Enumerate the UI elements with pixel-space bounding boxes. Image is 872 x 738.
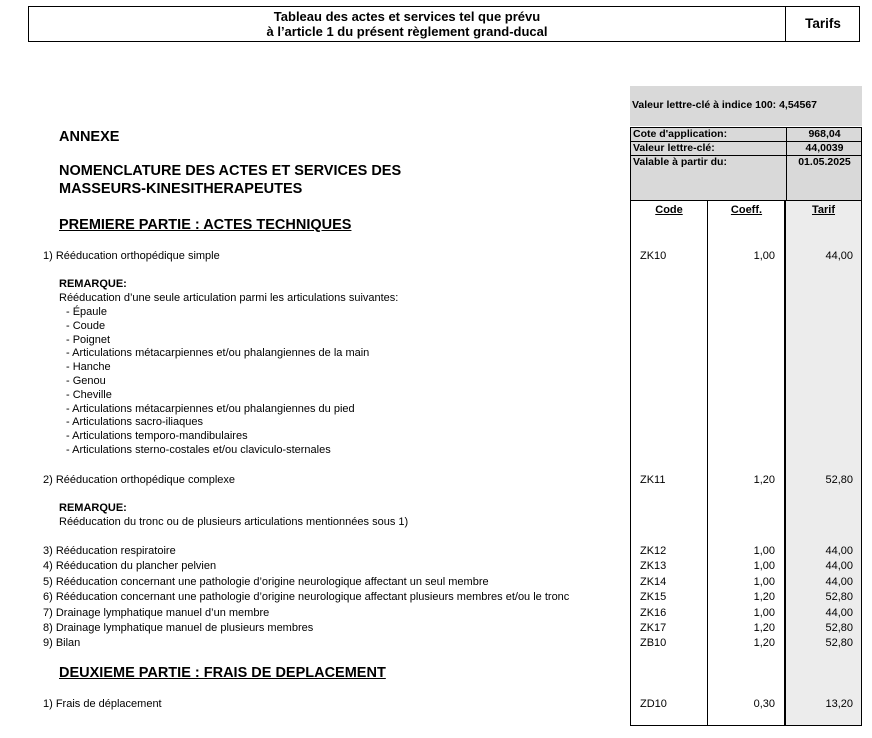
list-item: - Genou [66,374,106,387]
valeur-row [630,141,862,155]
act-tarif: 52,80 [825,591,853,604]
list-item: - Poignet [66,333,111,346]
frais-label: 1) Frais de déplacement [43,698,162,710]
table-header-box [28,6,860,42]
act-label: 7) Drainage lymphatique manuel d’un membre [43,606,270,619]
act-code: ZK16 [640,606,667,619]
act-coeff: 1,00 [753,545,775,557]
list-item: - Hanche [66,361,111,374]
remarque1-text: Rééducation d’une seule articulation parmi les articulations suivantes: [59,292,399,304]
frais-tarif: 13,20 [825,698,853,710]
list-item: - Cheville [66,388,112,401]
act-tarif: 52,80 [825,622,853,635]
act-label: 8) Drainage lymphatique manuel de plusieurs membres [43,622,314,635]
part1-title: PREMIERE PARTIE : ACTES TECHNIQUES [59,217,352,233]
annexe-title: ANNEXE [59,129,120,145]
act-tarif: 52,80 [825,637,853,650]
act-code: ZK13 [640,560,667,573]
list-item: - Coude [66,319,106,332]
valable-label: Valable à partir du: [633,156,727,168]
act-label: 9) Bilan [43,637,81,650]
act-label: 6) Rééducation concernant une pathologie d’origine neurologique affectant plusieurs membres et/ou le tronc [43,591,570,604]
act-coeff: 1,00 [753,606,775,619]
acts-3-9-tarifs [785,544,853,652]
frais-code: ZD10 [640,698,667,710]
nomenclature-line2: MASSEURS-KINESITHERAPEUTES [59,181,303,197]
act-label: 4) Rééducation du plancher pelvien [43,560,217,573]
act-code: ZK10 [640,250,667,262]
column-header-code: Code [655,204,683,216]
remarque2-text: Rééducation du tronc ou de plusieurs articulations mentionnées sous 1) [59,516,409,528]
list-item: - Articulations temporo-mandibulaires [66,430,248,443]
articulations-list [66,306,369,458]
valeur-value: 44,0039 [786,142,862,155]
act-coeff: 1,20 [753,591,775,604]
cote-row [630,127,862,141]
act-coeff: 1,20 [753,637,775,650]
column-header-tarif: Tarif [811,204,836,216]
frais-coeff: 0,30 [753,698,775,710]
act-coeff: 1,20 [753,622,775,635]
tarifs-heading: Tarifs [805,16,841,31]
act-coeff: 1,00 [753,560,775,573]
valable-value: 01.05.2025 [786,156,862,200]
act-label: 3) Rééducation respiratoire [43,545,176,557]
act-coeff: 1,00 [753,575,775,588]
table-title-line2: à l’article 1 du présent règlement grand-ducal [266,24,548,39]
list-item: - Articulations métacarpiennes et/ou phalangiennes du pied [66,402,355,415]
act-tarif: 44,00 [825,545,853,557]
act-tarif: 44,00 [825,606,853,619]
part2-title: DEUXIEME PARTIE : FRAIS DE DEPLACEMENT [59,665,386,681]
list-item: - Articulations sacro-iliaques [66,416,203,429]
column-header-coeff: Coeff. [730,204,763,216]
act-coeff: 1,00 [753,250,775,262]
cote-label: Cote d'application: [633,128,728,140]
act-code: ZK17 [640,622,667,635]
act-coeff: 1,20 [753,474,775,486]
nomenclature-line1: NOMENCLATURE DES ACTES ET SERVICES DES [59,163,402,179]
act-label: 5) Rééducation concernant une pathologie d’origine neurologique affectant un seul membre [43,575,489,588]
act-code: ZK12 [640,545,667,557]
act-label: 1) Rééducation orthopédique simple [43,250,220,262]
remarque2-heading: REMARQUE: [59,502,127,514]
list-item: - Articulations sterno-costales et/ou claviculo-sternales [66,443,331,456]
act-tarif: 44,00 [825,575,853,588]
act-tarif: 44,00 [825,560,853,573]
nomenclature-title [59,162,529,198]
acts-3-9-labels [43,544,569,652]
acts-3-9-coeffs [708,544,775,652]
act-code: ZB10 [640,637,667,650]
valeur-indice-line: Valeur lettre-clé à indice 100: 4,54567 [630,86,862,126]
act-code: ZK14 [640,575,667,588]
act-label: 2) Rééducation orthopédique complexe [43,474,236,486]
remarque1-heading: REMARQUE: [59,278,127,290]
act-tarif: 52,80 [825,474,853,486]
list-item: - Articulations métacarpiennes et/ou phalangiennes de la main [66,347,370,360]
cote-value: 968,04 [786,128,862,141]
table-title [29,7,786,41]
valeur-label: Valeur lettre-clé: [633,142,715,154]
act-code: ZK11 [640,474,666,486]
table-title-line1: Tableau des actes et services tel que prévu [273,9,541,24]
acts-3-9-codes [640,544,666,652]
valable-row [630,155,862,201]
act-tarif: 44,00 [825,250,853,262]
act-code: ZK15 [640,591,667,604]
list-item: - Épaule [66,306,107,318]
